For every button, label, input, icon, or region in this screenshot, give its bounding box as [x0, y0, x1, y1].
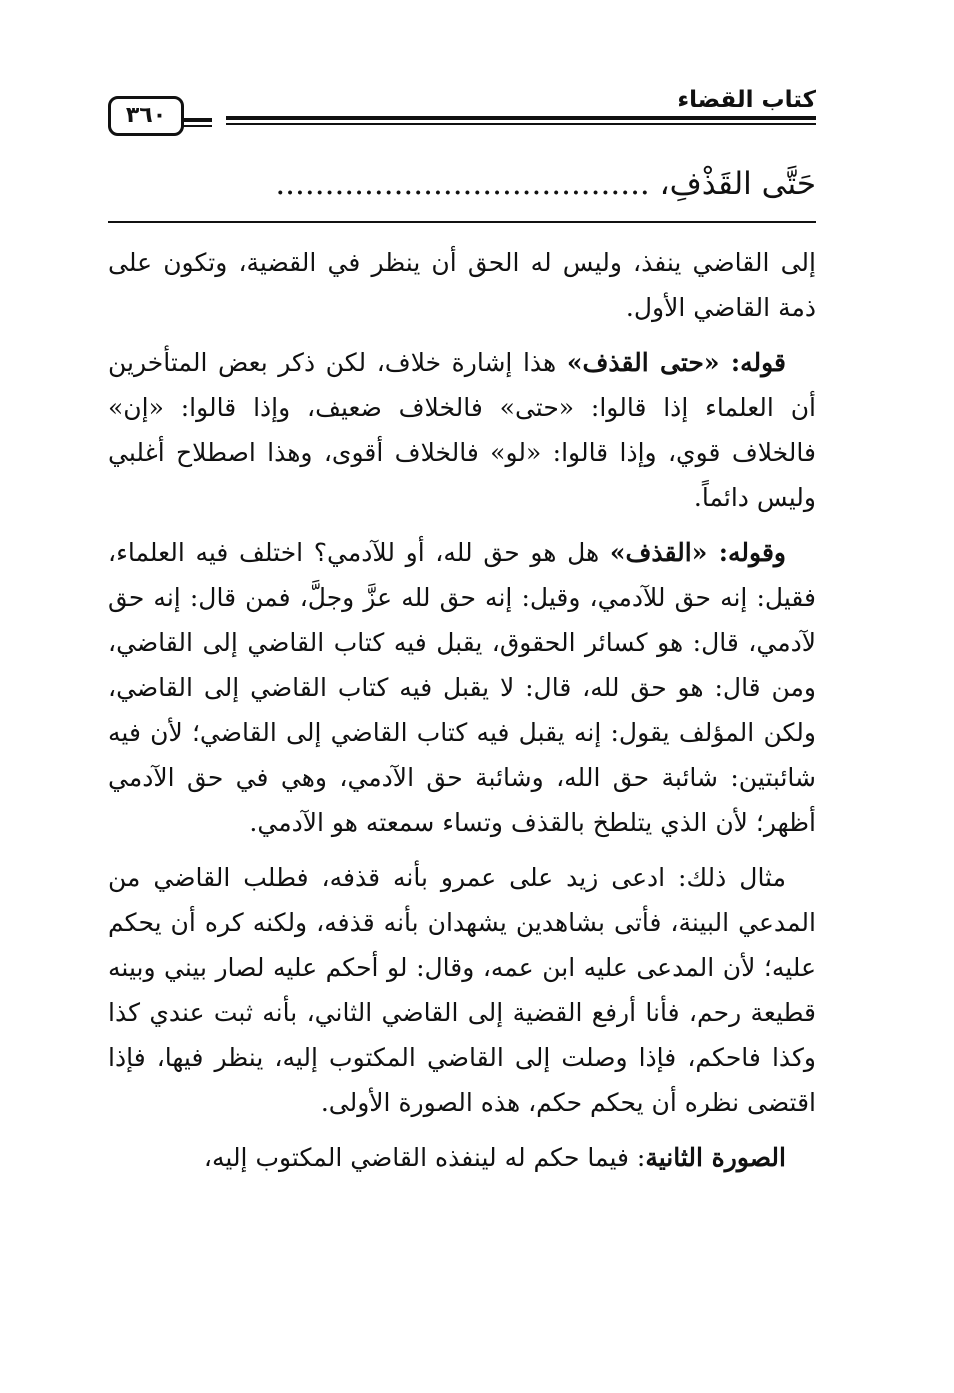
matn-separator: [108, 221, 816, 223]
paragraph-5: [108, 1135, 816, 1180]
paragraph-text: : فيما حكم له لينفذه القاضي المكتوب إليه،: [203, 1143, 646, 1172]
header-rule: [226, 116, 816, 125]
paragraph-quote: «القذف»: [609, 538, 708, 567]
paragraph-lead: الصورة الثانية: [645, 1143, 786, 1172]
paragraph-text: إلى القاضي ينفذ، وليس له الحق أن ينظر في القضية، وتكون على ذمة القاضي الأول.: [108, 248, 816, 322]
running-header: [108, 84, 816, 132]
paragraph-lead: قوله:: [719, 348, 787, 377]
paragraph-3: [108, 530, 816, 845]
matn-line: حَتَّى القَذْفِ، ......................................: [275, 166, 816, 202]
paragraph-lead: وقوله:: [707, 538, 786, 567]
paragraph-2: [108, 340, 816, 520]
paragraph-4: [108, 855, 816, 1125]
page-number-badge: ٣٦٠: [108, 96, 184, 136]
header-rule-stub: [182, 118, 212, 127]
paragraph-text: مثال ذلك: ادعى زيد على عمرو بأنه قذفه، فطلب القاضي من المدعي البينة، فأتى بشاهدين يشهدان بأنه قذفه، ولكنه كره أن يحكم عليه؛ لأن المدعى عليه ابن عمه، وقال: لو أحكم عليه لصار بيني وبينه قطيعة رحم، فأنا أرفع القضية إلى القاضي الثاني، بأنه ثبت عندي كذا وكذا فاحكم، فإذا وصلت إلى القاضي المكتوب إليه، ينظر فيها، فإذا اقتضى نظره أن يحكم حكم، هذه الصورة الأولى.: [108, 863, 816, 1117]
paragraph-quote: «حتى القذف»: [566, 348, 720, 377]
paragraph-text: هذا إشارة خلاف، لكن ذكر بعض المتأخرين أن العلماء إذا قالوا: «حتى» فالخلاف ضعيف، وإذا قالوا: «إن» فالخلاف قوي، وإذا قالوا: «لو» فالخلاف أقوى، وهذا اصطلاح أغلبي وليس دائماً.: [108, 348, 816, 512]
book-title: كتاب القضاء: [677, 87, 816, 113]
paragraph-text: هل هو حق لله، أو للآدمي؟ اختلف فيه العلماء، فقيل: إنه حق للآدمي، وقيل: إنه حق لله عزَّ وجلَّ، فمن قال: إنه حق لآدمي، قال: هو كسائر الحقوق، يقبل فيه كتاب القاضي إلى القاضي، ومن قال: هو حق لله، قال: لا يقبل فيه كتاب القاضي إلى القاضي، ولكن المؤلف يقول: إنه يقبل فيه كتاب القاضي إلى القاضي؛ لأن فيه شائبتين: شائبة حق الله، وشائبة حق الآدمي، وهي في حق الآدمي أظهر؛ لأن الذي يتلطخ بالقذف وتساء سمعته هو الآدمي.: [108, 538, 816, 837]
paragraph-1: [108, 240, 816, 330]
commentary-body: [108, 240, 816, 1190]
